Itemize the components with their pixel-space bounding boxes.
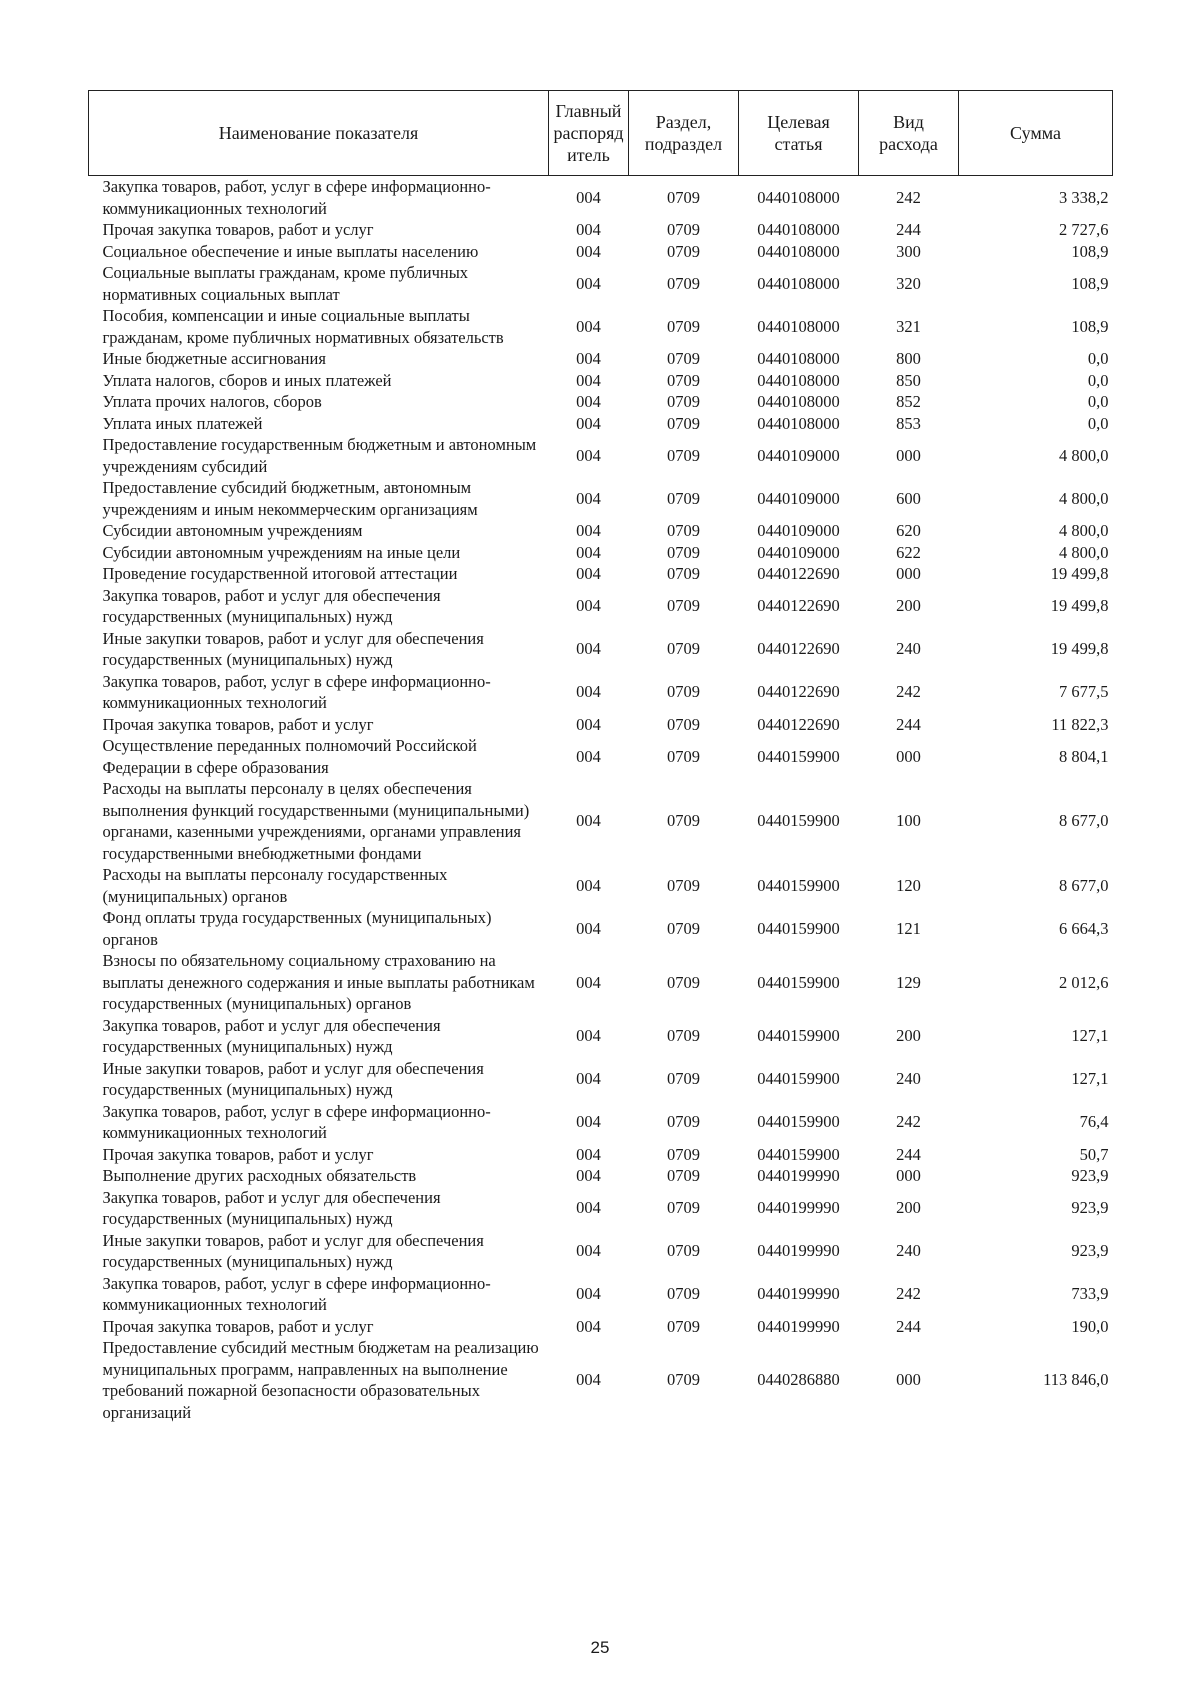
header-sum: Сумма [959, 91, 1113, 176]
cell-chief-manager: 004 [576, 1370, 601, 1390]
header-name: Наименование показателя [89, 91, 549, 176]
cell-name: Субсидии автономным учреждениям [102, 521, 363, 540]
cell-expense-type: 100 [896, 811, 921, 831]
cell-chief-manager: 004 [576, 918, 601, 938]
table-row [89, 1101, 1113, 1144]
table-row [89, 1337, 1113, 1423]
cell-expense-type: 242 [896, 1112, 921, 1132]
table-row [89, 219, 1113, 241]
cell-name: Уплата налогов, сборов и иных платежей [102, 370, 392, 390]
table-row [89, 370, 1113, 392]
cell-sum: 8 677,0 [1059, 875, 1109, 895]
cell-target-article: 0440109000 [757, 542, 840, 562]
cell-sum: 923,9 [1071, 1241, 1109, 1261]
cell-chief-manager: 004 [576, 639, 601, 659]
cell-expense-type: 320 [896, 273, 921, 293]
cell-target-article: 0440108000 [757, 187, 840, 207]
cell-chief-manager: 004 [576, 714, 601, 734]
cell-target-article: 0440122690 [757, 639, 840, 659]
table-row [89, 1165, 1113, 1187]
cell-section: 0709 [667, 1166, 700, 1185]
cell-expense-type: 000 [896, 746, 921, 766]
table-header-row [89, 91, 1113, 176]
cell-chief-manager: 004 [576, 1284, 601, 1304]
cell-chief-manager: 004 [576, 316, 601, 336]
cell-chief-manager: 004 [576, 1112, 601, 1132]
cell-expense-type: 000 [896, 445, 921, 465]
cell-section: 0709 [667, 445, 700, 465]
cell-expense-type: 000 [896, 1370, 921, 1390]
cell-chief-manager: 004 [576, 746, 601, 766]
cell-name: Закупка товаров, работ и услуг для обеспечения государственных (муниципальных) нужд [102, 585, 441, 626]
cell-section: 0709 [667, 187, 700, 207]
cell-name: Закупка товаров, работ и услуг для обеспечения государственных (муниципальных) нужд [102, 1015, 441, 1056]
table-row [89, 391, 1113, 413]
cell-sum: 7 677,5 [1059, 682, 1109, 702]
cell-chief-manager: 004 [576, 542, 601, 562]
cell-expense-type: 121 [896, 918, 921, 938]
cell-expense-type: 622 [896, 542, 921, 562]
table-row [89, 585, 1113, 628]
cell-expense-type: 200 [896, 1198, 921, 1218]
cell-name: Расходы на выплаты персоналу в целях обеспечения выполнения функций государственными (муниципальными) органами, казенными учреждениями, органами управления государственными внебюджетными фондами [102, 779, 530, 863]
table-row [89, 520, 1113, 542]
cell-target-article: 0440108000 [757, 241, 840, 261]
cell-chief-manager: 004 [576, 1241, 601, 1261]
cell-expense-type: 240 [896, 639, 921, 659]
cell-expense-type: 129 [896, 972, 921, 992]
cell-expense-type: 200 [896, 596, 921, 616]
cell-name: Прочая закупка товаров, работ и услуг [102, 714, 374, 734]
cell-sum: 8 677,0 [1059, 811, 1109, 831]
cell-chief-manager: 004 [576, 682, 601, 702]
cell-sum: 2 727,6 [1059, 220, 1109, 239]
table-row [89, 864, 1113, 907]
table-row [89, 1187, 1113, 1230]
header-target-article: Целевая статья [739, 91, 859, 176]
cell-expense-type: 600 [896, 488, 921, 508]
cell-name: Предоставление субсидий бюджетным, автономным учреждениям и иным некоммерческим организациям [102, 478, 478, 519]
cell-sum: 19 499,8 [1050, 564, 1109, 583]
cell-section: 0709 [667, 488, 700, 508]
cell-expense-type: 242 [896, 1284, 921, 1304]
cell-section: 0709 [667, 564, 700, 583]
cell-chief-manager: 004 [576, 811, 601, 831]
cell-chief-manager: 004 [576, 241, 601, 261]
cell-section: 0709 [667, 1069, 700, 1089]
cell-target-article: 0440108000 [757, 413, 840, 433]
cell-expense-type: 800 [896, 349, 921, 368]
cell-chief-manager: 004 [576, 1316, 601, 1336]
cell-name: Предоставление субсидий местным бюджетам на реализацию муниципальных программ, направленных на выполнение требований пожарной безопасности образовательных организаций [102, 1338, 539, 1422]
cell-chief-manager: 004 [576, 392, 601, 411]
cell-section: 0709 [667, 273, 700, 293]
cell-chief-manager: 004 [576, 1144, 601, 1164]
cell-target-article: 0440159900 [757, 918, 840, 938]
table-row [89, 434, 1113, 477]
cell-sum: 19 499,8 [1050, 639, 1109, 659]
cell-target-article: 0440159900 [757, 1069, 840, 1089]
cell-name: Проведение государственной итоговой аттестации [102, 564, 458, 583]
cell-sum: 19 499,8 [1050, 596, 1109, 616]
cell-expense-type: 244 [896, 220, 921, 239]
cell-chief-manager: 004 [576, 370, 601, 390]
cell-expense-type: 850 [896, 370, 921, 390]
cell-expense-type: 244 [896, 1316, 921, 1336]
cell-section: 0709 [667, 918, 700, 938]
cell-section: 0709 [667, 1198, 700, 1218]
cell-sum: 4 800,0 [1059, 521, 1109, 540]
cell-expense-type: 242 [896, 682, 921, 702]
cell-name: Расходы на выплаты персоналу государственных (муниципальных) органов [102, 865, 448, 906]
cell-sum: 190,0 [1071, 1316, 1109, 1336]
cell-target-article: 0440159900 [757, 972, 840, 992]
cell-sum: 6 664,3 [1059, 918, 1109, 938]
budget-table [88, 90, 1113, 1423]
cell-name: Пособия, компенсации и иные социальные выплаты гражданам, кроме публичных нормативных обязательств [102, 306, 504, 347]
cell-section: 0709 [667, 972, 700, 992]
cell-expense-type: 853 [896, 413, 921, 433]
cell-section: 0709 [667, 1026, 700, 1046]
cell-target-article: 0440199990 [757, 1241, 840, 1261]
cell-sum: 4 800,0 [1059, 542, 1109, 562]
cell-chief-manager: 004 [576, 596, 601, 616]
cell-name: Иные закупки товаров, работ и услуг для обеспечения государственных (муниципальных) нужд [102, 628, 484, 669]
table-body [89, 176, 1113, 1424]
cell-section: 0709 [667, 220, 700, 239]
cell-sum: 50,7 [1079, 1144, 1109, 1164]
cell-name: Иные закупки товаров, работ и услуг для обеспечения государственных (муниципальных) нужд [102, 1230, 484, 1271]
cell-target-article: 0440108000 [757, 370, 840, 390]
cell-target-article: 0440199990 [757, 1198, 840, 1218]
cell-target-article: 0440199990 [757, 1284, 840, 1304]
cell-name: Иные бюджетные ассигнования [102, 349, 326, 368]
cell-sum: 108,9 [1071, 316, 1109, 336]
cell-chief-manager: 004 [576, 1166, 601, 1185]
cell-name: Закупка товаров, работ, услуг в сфере информационно-коммуникационных технологий [102, 671, 491, 712]
cell-section: 0709 [667, 682, 700, 702]
header-expense-type: Вид расхода [859, 91, 959, 176]
cell-expense-type: 000 [896, 1166, 921, 1185]
cell-section: 0709 [667, 392, 700, 411]
cell-target-article: 0440159900 [757, 875, 840, 895]
cell-target-article: 0440286880 [757, 1370, 840, 1390]
table-row [89, 735, 1113, 778]
cell-target-article: 0440108000 [757, 392, 840, 411]
cell-name: Социальное обеспечение и иные выплаты населению [102, 241, 479, 261]
page-number: 25 [590, 1638, 610, 1657]
cell-section: 0709 [667, 596, 700, 616]
cell-section: 0709 [667, 1144, 700, 1164]
cell-expense-type: 240 [896, 1069, 921, 1089]
cell-section: 0709 [667, 1284, 700, 1304]
cell-name: Осуществление переданных полномочий Российской Федерации в сфере образования [102, 736, 477, 777]
cell-chief-manager: 004 [576, 521, 601, 540]
cell-expense-type: 200 [896, 1026, 921, 1046]
cell-chief-manager: 004 [576, 1198, 601, 1218]
cell-name: Уплата иных платежей [102, 413, 263, 433]
cell-sum: 923,9 [1071, 1198, 1109, 1218]
cell-target-article: 0440109000 [757, 488, 840, 508]
cell-sum: 0,0 [1087, 370, 1109, 390]
cell-name: Выполнение других расходных обязательств [102, 1166, 417, 1185]
cell-expense-type: 244 [896, 714, 921, 734]
cell-expense-type: 244 [896, 1144, 921, 1164]
cell-section: 0709 [667, 875, 700, 895]
cell-target-article: 0440108000 [757, 349, 840, 368]
cell-chief-manager: 004 [576, 349, 601, 368]
cell-target-article: 0440122690 [757, 564, 840, 583]
cell-name: Прочая закупка товаров, работ и услуг [102, 1316, 374, 1336]
header-section: Раздел, подраздел [629, 91, 739, 176]
cell-sum: 733,9 [1071, 1284, 1109, 1304]
cell-expense-type: 120 [896, 875, 921, 895]
cell-chief-manager: 004 [576, 413, 601, 433]
table-row [89, 477, 1113, 520]
table-row [89, 1058, 1113, 1101]
cell-chief-manager: 004 [576, 273, 601, 293]
cell-section: 0709 [667, 413, 700, 433]
cell-sum: 0,0 [1087, 392, 1109, 411]
cell-section: 0709 [667, 746, 700, 766]
table-row [89, 907, 1113, 950]
cell-name: Закупка товаров, работ, услуг в сфере информационно-коммуникационных технологий [102, 177, 491, 218]
cell-target-article: 0440199990 [757, 1316, 840, 1336]
cell-sum: 113 846,0 [1043, 1370, 1109, 1390]
cell-target-article: 0440122690 [757, 596, 840, 616]
cell-sum: 3 338,2 [1059, 187, 1109, 207]
table-row [89, 628, 1113, 671]
cell-section: 0709 [667, 316, 700, 336]
cell-chief-manager: 004 [576, 1069, 601, 1089]
cell-expense-type: 242 [896, 187, 921, 207]
cell-name: Взносы по обязательному социальному страхованию на выплаты денежного содержания и иные выплаты работникам государственных (муниципальных) органов [102, 951, 535, 1013]
cell-target-article: 0440159900 [757, 746, 840, 766]
cell-name: Прочая закупка товаров, работ и услуг [102, 1144, 374, 1164]
table-row [89, 714, 1113, 736]
cell-target-article: 0440109000 [757, 445, 840, 465]
cell-name: Субсидии автономным учреждениям на иные цели [102, 542, 461, 562]
cell-name: Закупка товаров, работ, услуг в сфере информационно-коммуникационных технологий [102, 1273, 491, 1314]
table-row [89, 413, 1113, 435]
budget-page [88, 90, 1112, 1423]
cell-expense-type: 620 [896, 521, 921, 540]
table-row [89, 1144, 1113, 1166]
cell-expense-type: 300 [896, 241, 921, 261]
cell-sum: 127,1 [1071, 1069, 1109, 1089]
cell-target-article: 0440122690 [757, 682, 840, 702]
cell-chief-manager: 004 [576, 972, 601, 992]
cell-target-article: 0440108000 [757, 273, 840, 293]
cell-sum: 4 800,0 [1059, 488, 1109, 508]
table-row [89, 1230, 1113, 1273]
cell-expense-type: 240 [896, 1241, 921, 1261]
cell-chief-manager: 004 [576, 564, 601, 583]
cell-sum: 2 012,6 [1059, 972, 1109, 992]
cell-sum: 76,4 [1079, 1112, 1109, 1132]
cell-chief-manager: 004 [576, 187, 601, 207]
cell-target-article: 0440159900 [757, 811, 840, 831]
table-row [89, 1273, 1113, 1316]
cell-section: 0709 [667, 1316, 700, 1336]
cell-target-article: 0440108000 [757, 220, 840, 239]
cell-sum: 127,1 [1071, 1026, 1109, 1046]
table-row [89, 778, 1113, 864]
cell-target-article: 0440159900 [757, 1026, 840, 1046]
table-row [89, 563, 1113, 585]
cell-name: Прочая закупка товаров, работ и услуг [102, 220, 374, 239]
table-row [89, 542, 1113, 564]
cell-section: 0709 [667, 370, 700, 390]
cell-name: Социальные выплаты гражданам, кроме публичных нормативных социальных выплат [102, 263, 469, 304]
cell-section: 0709 [667, 1370, 700, 1390]
cell-name: Закупка товаров, работ, услуг в сфере информационно-коммуникационных технологий [102, 1101, 491, 1142]
cell-sum: 0,0 [1087, 349, 1109, 368]
table-row [89, 1015, 1113, 1058]
cell-target-article: 0440108000 [757, 316, 840, 336]
table-row [89, 671, 1113, 714]
cell-chief-manager: 004 [576, 875, 601, 895]
cell-target-article: 0440159900 [757, 1112, 840, 1132]
cell-sum: 108,9 [1071, 273, 1109, 293]
cell-chief-manager: 004 [576, 488, 601, 508]
cell-target-article: 0440159900 [757, 1144, 840, 1164]
cell-name: Фонд оплаты труда государственных (муниципальных) органов [102, 908, 492, 949]
cell-sum: 11 822,3 [1051, 714, 1109, 734]
cell-name: Закупка товаров, работ и услуг для обеспечения государственных (муниципальных) нужд [102, 1187, 441, 1228]
cell-chief-manager: 004 [576, 1026, 601, 1046]
cell-section: 0709 [667, 1241, 700, 1261]
cell-section: 0709 [667, 1112, 700, 1132]
table-row [89, 348, 1113, 370]
table-row [89, 241, 1113, 263]
cell-section: 0709 [667, 542, 700, 562]
cell-expense-type: 321 [896, 316, 921, 336]
cell-target-article: 0440109000 [757, 521, 840, 540]
cell-target-article: 0440122690 [757, 714, 840, 734]
cell-section: 0709 [667, 639, 700, 659]
cell-section: 0709 [667, 811, 700, 831]
cell-section: 0709 [667, 241, 700, 261]
cell-chief-manager: 004 [576, 445, 601, 465]
table-row [89, 305, 1113, 348]
cell-sum: 8 804,1 [1059, 746, 1109, 766]
cell-sum: 108,9 [1071, 241, 1109, 261]
cell-sum: 0,0 [1087, 413, 1109, 433]
cell-name: Предоставление государственным бюджетным и автономным учреждениям субсидий [102, 435, 537, 476]
table-row [89, 176, 1113, 220]
table-row [89, 1316, 1113, 1338]
table-row [89, 950, 1113, 1015]
cell-section: 0709 [667, 521, 700, 540]
cell-expense-type: 852 [896, 392, 921, 411]
cell-sum: 4 800,0 [1059, 445, 1109, 465]
header-chief-manager: Главный распоряд итель [549, 91, 629, 176]
table-row [89, 262, 1113, 305]
cell-name: Уплата прочих налогов, сборов [102, 392, 322, 411]
cell-section: 0709 [667, 714, 700, 734]
cell-expense-type: 000 [896, 564, 921, 583]
cell-sum: 923,9 [1071, 1166, 1109, 1185]
cell-name: Иные закупки товаров, работ и услуг для обеспечения государственных (муниципальных) нужд [102, 1058, 484, 1099]
cell-chief-manager: 004 [576, 220, 601, 239]
cell-section: 0709 [667, 349, 700, 368]
cell-target-article: 0440199990 [757, 1166, 840, 1185]
